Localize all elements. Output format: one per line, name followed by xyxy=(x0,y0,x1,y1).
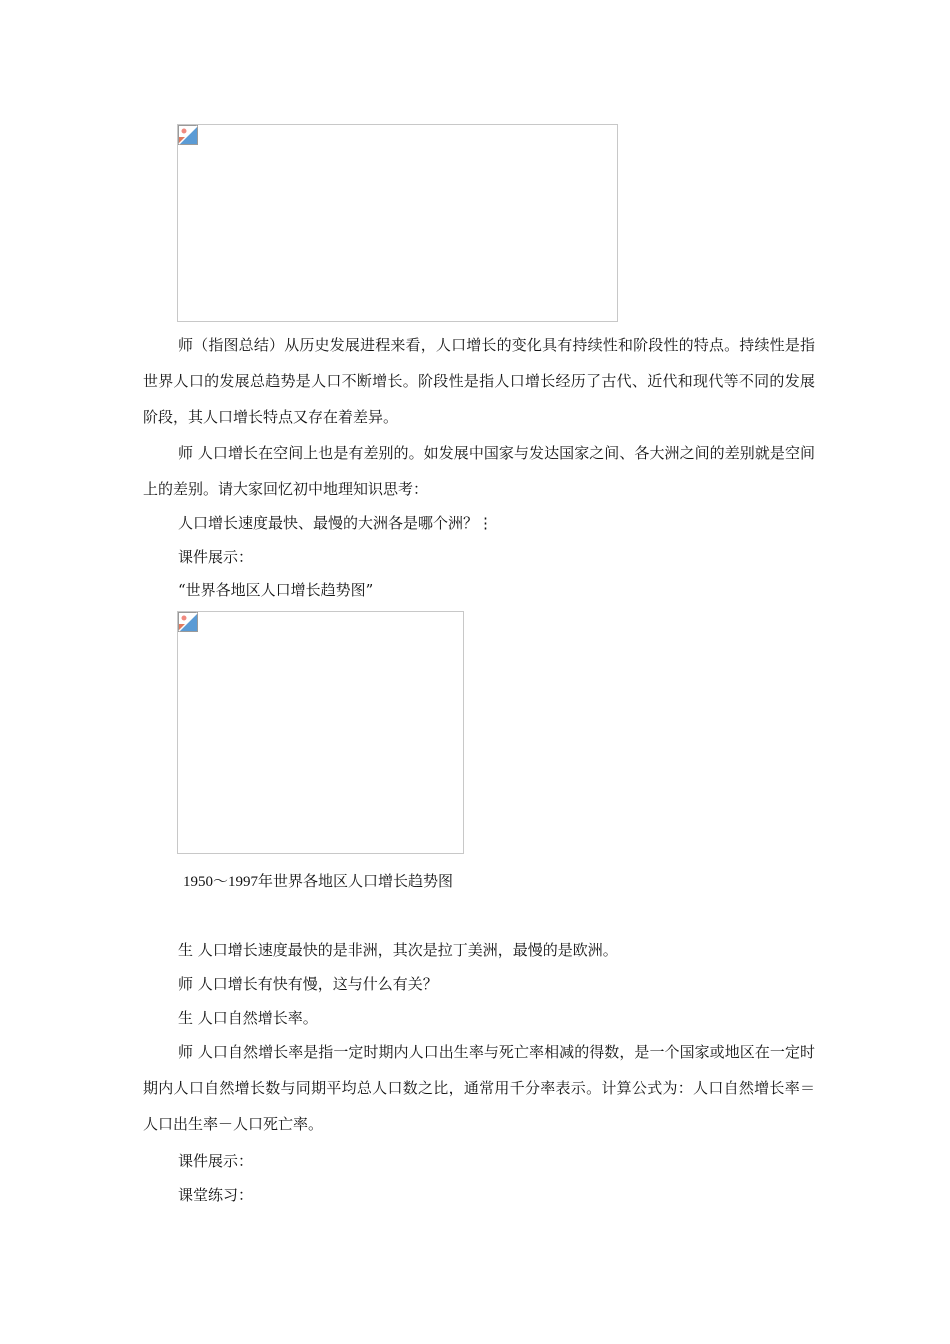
broken-image-icon xyxy=(178,612,198,632)
student-answer-2: 生 人口自然增长率。 xyxy=(178,1009,318,1027)
image-placeholder-1 xyxy=(177,124,618,322)
figure-caption: 1950～1997年世界各地区人口增长趋势图 xyxy=(183,874,454,890)
courseware-show-2: 课件展示： xyxy=(178,1152,254,1170)
student-answer-1: 生 人口增长速度最快的是非洲，其次是拉丁美洲，最慢的是欧洲。 xyxy=(178,941,618,959)
chart-title-quote: “世界各地区人口增长趋势图” xyxy=(178,581,374,599)
courseware-show-1: 课件展示： xyxy=(178,548,254,566)
paragraph-spatial-difference: 师 人口增长在空间上也是有差别的。如发展中国家与发达国家之间、各大洲之间的差别就是空间上的差别。请大家回忆初中地理知识思考： xyxy=(143,444,815,498)
image-placeholder-2 xyxy=(177,611,464,854)
broken-image-icon xyxy=(178,125,198,145)
question-line: 人口增长速度最快、最慢的大洲各是哪个洲？⋮ xyxy=(178,514,494,532)
paragraph-natural-growth-rate: 师 人口自然增长率是指一定时期内人口出生率与死亡率相减的得数，是一个国家或地区在一定时期内人口自然增长数与同期平均总人口数之比，通常用千分率表示。计算公式为：人口自然增长率＝人口出生率－人口死亡率。 xyxy=(143,1043,815,1133)
classroom-exercise: 课堂练习： xyxy=(178,1186,254,1204)
paragraph-summary: 师（指图总结）从历史发展进程来看，人口增长的变化具有持续性和阶段性的特点。持续性是指世界人口的发展总趋势是人口不断增长。阶段性是指人口增长经历了古代、近代和现代等不同的发展阶段，其人口增长特点又存在着差异。 xyxy=(143,336,815,426)
teacher-question: 师 人口增长有快有慢，这与什么有关？ xyxy=(178,975,438,993)
